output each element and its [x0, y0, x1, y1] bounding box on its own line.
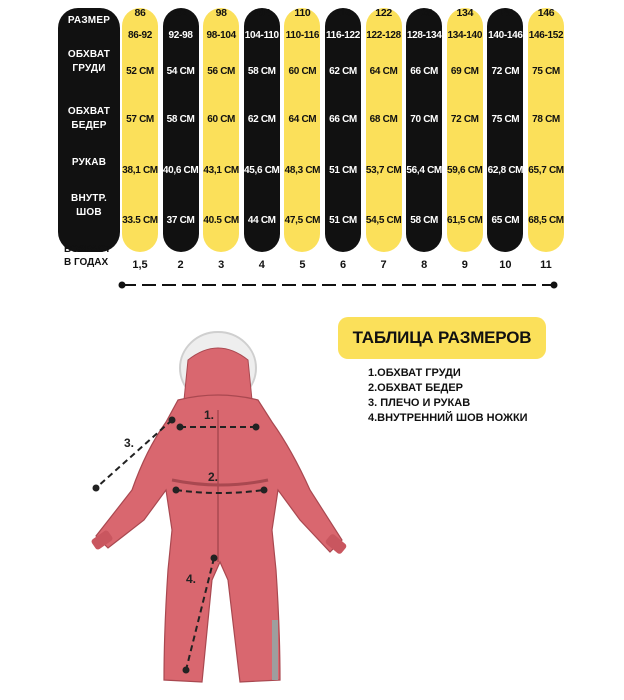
cell-chest: 60 СМ [288, 66, 317, 77]
measure-label-chest: 1. [204, 408, 215, 422]
cell-chest: 66 СМ [410, 66, 439, 77]
cell-size: 92 [175, 7, 187, 19]
cell-sleeve: 48,3 СМ [284, 165, 321, 176]
legend-item-chest: 1.ОБХВАТ ГРУДИ [368, 367, 461, 379]
cell-inseam: 65 СМ [491, 215, 520, 226]
cell-sleeve: 62,8 СМ [487, 165, 524, 176]
cell-chest: 54 СМ [166, 66, 195, 77]
cell-size: 122 [375, 7, 392, 19]
size-chart [0, 0, 624, 300]
cell-sleeve: 56,4 СМ [406, 165, 442, 176]
cell-range: 140-146 [488, 30, 523, 41]
age-timeline [118, 280, 558, 290]
row-label-size: РАЗМЕР [67, 15, 111, 26]
cell-size: 140 [497, 7, 514, 19]
cell-sleeve: 53,7 СМ [365, 165, 402, 176]
cell-inseam: 58 СМ [410, 215, 439, 226]
age-value: 7 [380, 259, 387, 271]
cell-sleeve: 40,6 СМ [162, 165, 199, 176]
cell-hips: 72 СМ [450, 114, 479, 125]
cell-chest: 64 СМ [369, 66, 398, 77]
cell-inseam: 40.5 СМ [203, 215, 239, 226]
cell-size: 110 [294, 7, 311, 19]
measure-label-hips: 2. [208, 470, 219, 484]
age-value: 3 [218, 259, 225, 271]
cell-hips: 78 СМ [532, 114, 560, 125]
row-label-age: ВОЗРАСТ В ГОДАХ [64, 244, 111, 268]
cell-size: 134 [456, 7, 474, 19]
cell-size: 104 [253, 7, 271, 19]
row-label-inseam: ВНУТР. ШОВ [71, 193, 107, 218]
cell-hips: 58 СМ [166, 114, 195, 125]
cell-chest: 58 СМ [247, 66, 276, 77]
cell-inseam: 51 СМ [329, 215, 357, 226]
cell-sleeve: 51 СМ [329, 165, 357, 176]
cell-size: 98 [215, 7, 227, 19]
cell-hips: 70 СМ [410, 114, 439, 125]
cell-chest: 52 СМ [126, 66, 154, 77]
legend-item-sleeve: 3. ПЛЕЧО И РУКАВ [368, 397, 471, 409]
cell-chest: 56 СМ [207, 66, 236, 77]
row-label-hips: ОБХВАТ БЕДЕР [67, 106, 111, 131]
cell-inseam: 33.5 СМ [122, 215, 158, 226]
cell-sleeve: 65,7 СМ [528, 165, 564, 176]
cell-hips: 68 СМ [369, 114, 398, 125]
cell-sleeve: 45,6 СМ [244, 165, 280, 176]
age-value: 10 [499, 259, 512, 271]
measurement-legend [368, 366, 528, 426]
cell-inseam: 61,5 СМ [447, 215, 483, 226]
legend-item-hips: 2.ОБХВАТ БЕДЕР [368, 382, 464, 394]
cell-range: 98-104 [206, 30, 236, 41]
cell-inseam: 54,5 СМ [365, 215, 402, 226]
cell-sleeve: 43,1 СМ [203, 165, 239, 176]
measure-label-inseam: 4. [186, 572, 197, 586]
cell-hips: 66 СМ [329, 114, 357, 125]
cell-size: 146 [537, 7, 555, 19]
age-value: 6 [339, 259, 347, 271]
cell-size: 116 [334, 7, 352, 19]
cell-range: 122-128 [366, 30, 401, 41]
cell-size: 128 [415, 7, 433, 19]
cell-hips: 75 СМ [491, 114, 520, 125]
cell-hips: 64 СМ [288, 114, 317, 125]
cell-inseam: 44 СМ [247, 215, 276, 226]
cell-inseam: 37 СМ [166, 215, 195, 226]
cell-size: 86 [134, 7, 146, 19]
age-value: 2 [177, 259, 184, 271]
cell-range: 134-140 [447, 30, 483, 41]
size-table-title: ТАБЛИЦА РАЗМЕРОВ [338, 317, 546, 359]
legend-item-inseam: 4.ВНУТРЕННИЙ ШОВ НОЖКИ [368, 412, 528, 424]
cell-range: 128-134 [406, 30, 442, 41]
cell-range: 110-116 [285, 30, 320, 41]
cell-chest: 75 СМ [532, 66, 560, 77]
cell-range: 104-110 [244, 30, 279, 41]
cell-range: 146-152 [528, 30, 564, 41]
cell-range: 92-98 [168, 30, 193, 41]
age-value: 8 [421, 259, 428, 271]
measure-label-sleeve: 3. [124, 436, 135, 450]
cell-hips: 60 СМ [207, 114, 236, 125]
row-label-chest: ОБХВАТ ГРУДИ [67, 49, 111, 74]
cell-chest: 69 СМ [450, 66, 479, 77]
jumpsuit-illustration [60, 330, 370, 700]
cell-chest: 62 СМ [329, 66, 357, 77]
cell-sleeve: 38,1 СМ [122, 165, 158, 176]
cell-inseam: 47,5 СМ [284, 215, 321, 226]
cell-hips: 62 СМ [247, 114, 276, 125]
cell-chest: 72 СМ [491, 66, 520, 77]
age-value: 11 [540, 259, 552, 271]
age-value: 1,5 [132, 259, 148, 271]
age-value: 5 [299, 259, 306, 271]
age-value: 4 [258, 259, 265, 271]
cell-range: 86-92 [127, 30, 153, 41]
cell-inseam: 68,5 СМ [528, 215, 564, 226]
row-label-sleeve: РУКАВ [71, 157, 107, 168]
cell-sleeve: 59,6 СМ [447, 165, 483, 176]
age-value: 9 [461, 259, 468, 271]
cell-hips: 57 СМ [126, 114, 154, 125]
cell-range: 116-122 [325, 30, 361, 41]
